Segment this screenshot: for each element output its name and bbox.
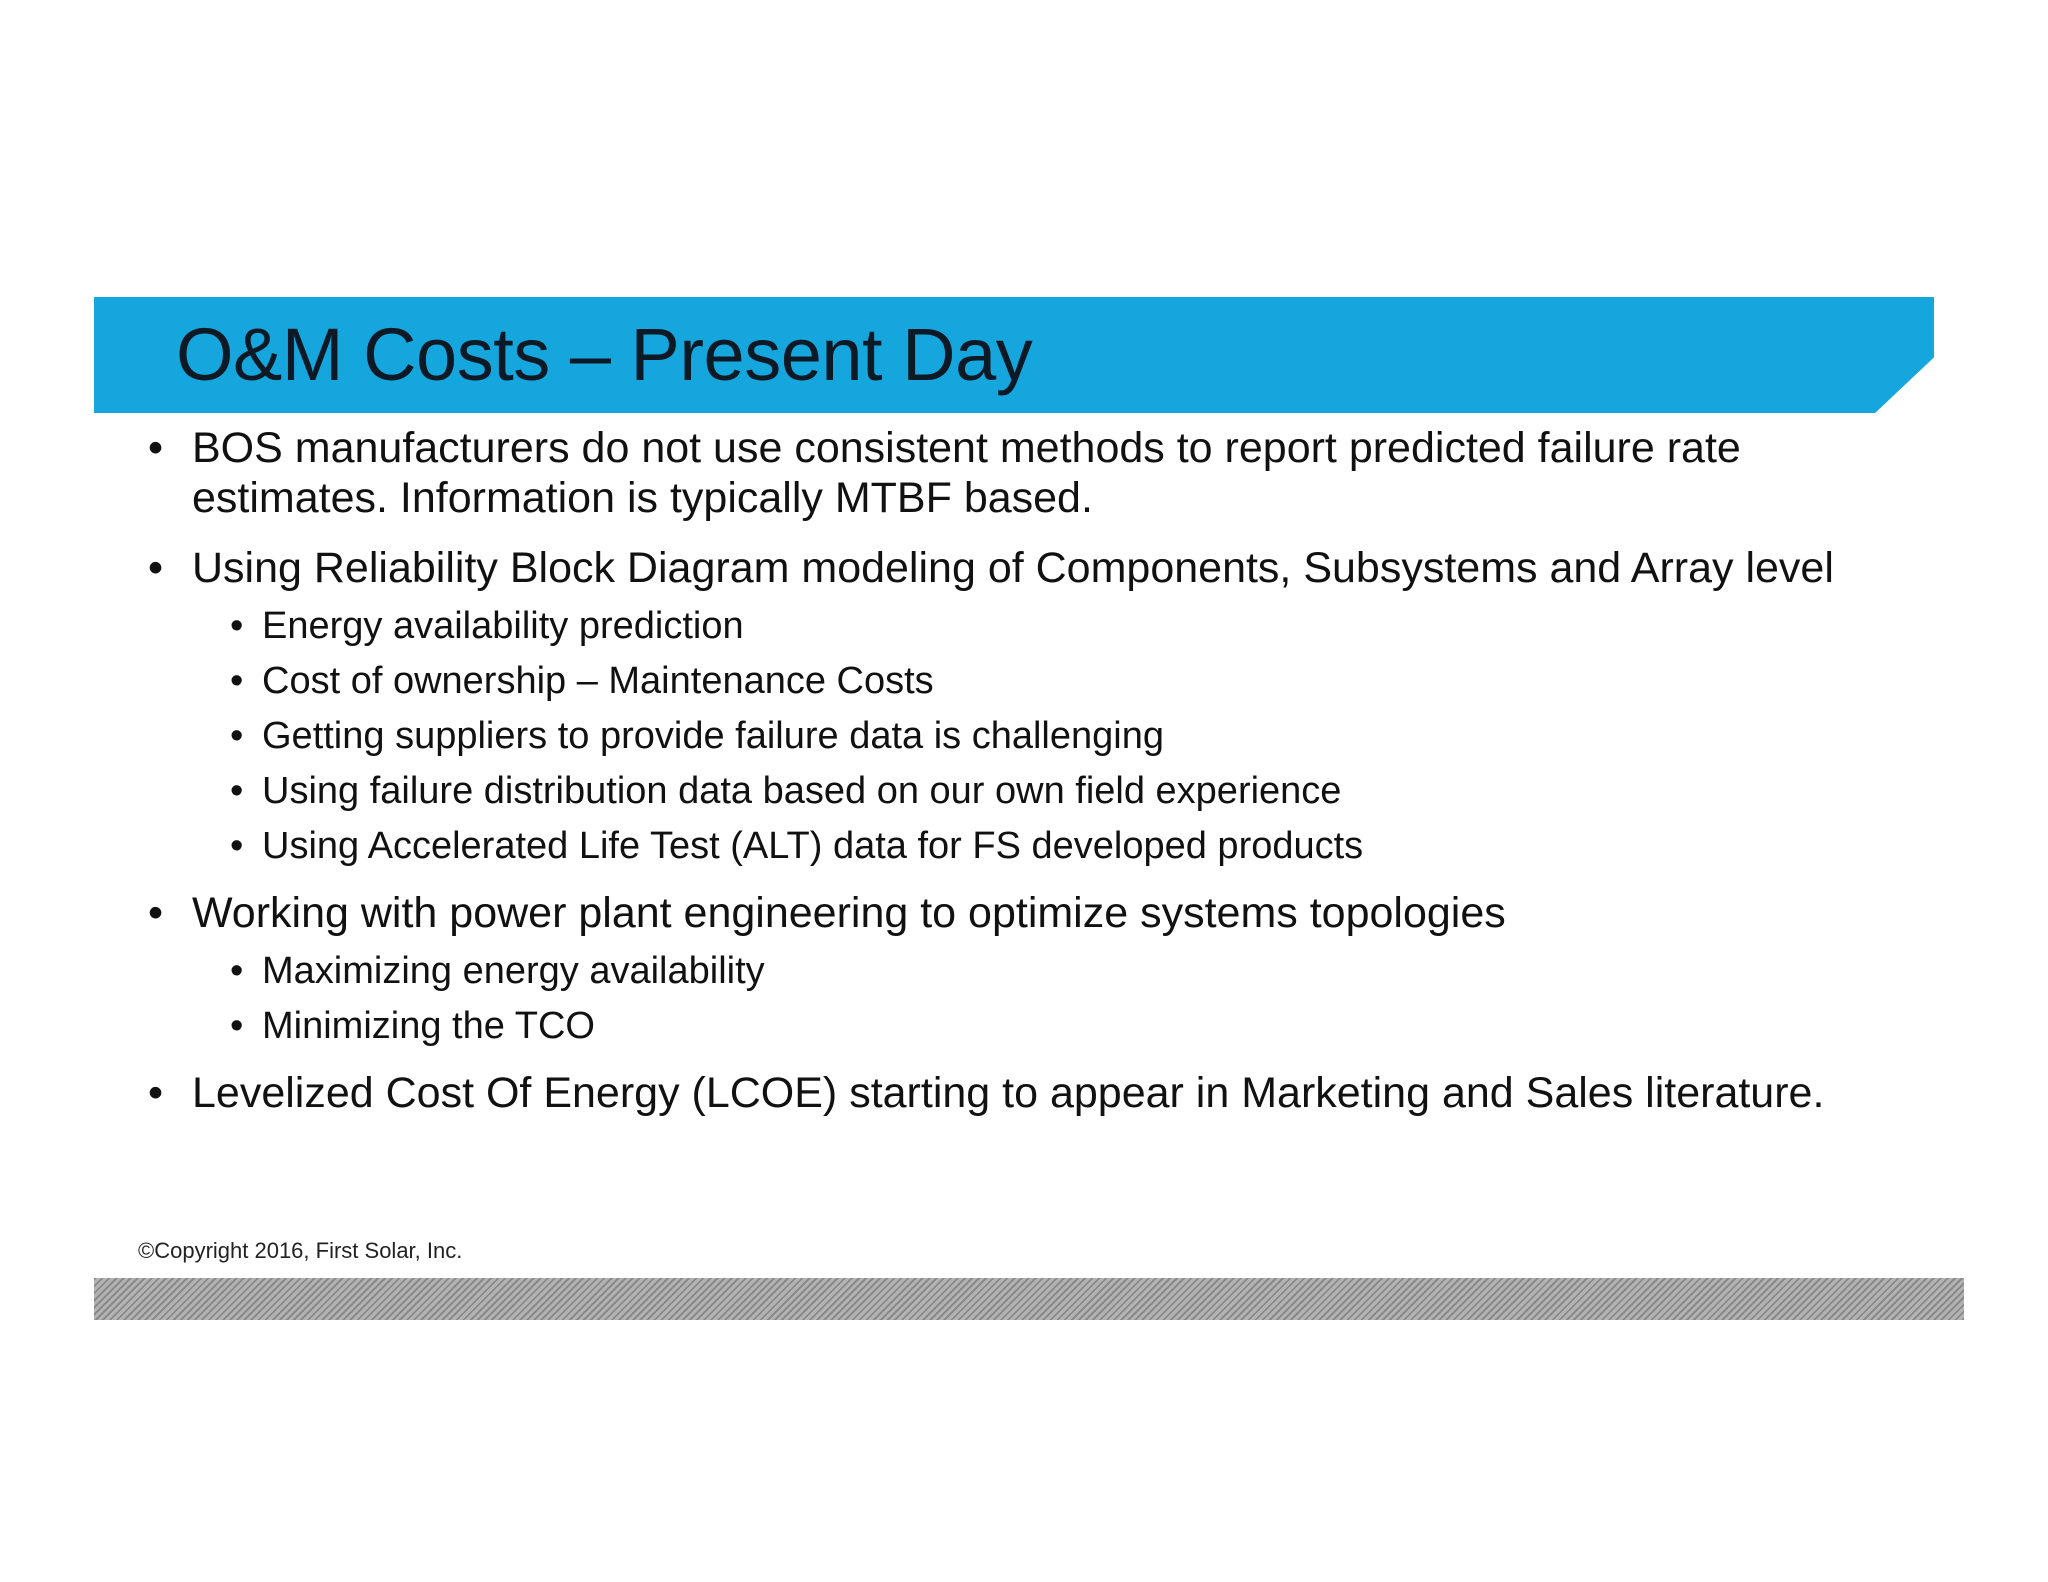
sub-bullet-item — [192, 764, 1908, 819]
sub-bullet-item — [192, 599, 1908, 654]
footer-hatched-bar — [94, 1278, 1964, 1320]
bullet-text: Working with power plant engineering to optimize systems topologies — [192, 889, 1506, 937]
bullet-dot: • — [148, 544, 164, 592]
sub-bullet-list — [192, 599, 1908, 874]
bullet-text: BOS manufacturers do not use consistent methods to report predicted failure rate estimates. Information is typically MTBF based. — [192, 424, 1741, 522]
sub-bullet-dot: • — [230, 605, 244, 647]
sub-bullet-dot: • — [230, 660, 244, 702]
sub-bullet-text: Using Accelerated Life Test (ALT) data for FS developed products — [262, 825, 1364, 867]
sub-bullet-text: Using failure distribution data based on our own field experience — [262, 770, 1342, 812]
sub-bullet-text: Energy availability prediction — [262, 605, 744, 647]
bullet-dot: • — [148, 1069, 164, 1117]
bullet-item — [148, 1068, 1908, 1118]
sub-bullet-item — [192, 944, 1908, 999]
sub-bullet-dot: • — [230, 770, 244, 812]
sub-bullet-list — [192, 944, 1908, 1054]
sub-bullet-item — [192, 654, 1908, 709]
bullet-dot: • — [148, 889, 164, 937]
sub-bullet-dot: • — [230, 715, 244, 757]
sub-bullet-text: Cost of ownership – Maintenance Costs — [262, 660, 934, 702]
sub-bullet-dot: • — [230, 1005, 244, 1047]
bullet-item — [148, 423, 1908, 523]
sub-bullet-text: Minimizing the TCO — [262, 1005, 595, 1047]
sub-bullet-item — [192, 999, 1908, 1054]
slide-title: O&M Costs – Present Day — [176, 313, 1033, 396]
bullet-list — [148, 423, 1908, 1138]
bullet-item — [148, 888, 1908, 1054]
sub-bullet-dot: • — [230, 950, 244, 992]
sub-bullet-text: Maximizing energy availability — [262, 950, 765, 992]
sub-bullet-item — [192, 709, 1908, 764]
bullet-text: Using Reliability Block Diagram modeling of Components, Subsystems and Array level — [192, 544, 1834, 592]
bullet-dot: • — [148, 424, 164, 472]
copyright-notice: ©Copyright 2016, First Solar, Inc. — [138, 1238, 463, 1263]
bullet-item — [148, 543, 1908, 874]
sub-bullet-dot: • — [230, 825, 244, 867]
sub-bullet-text: Getting suppliers to provide failure data is challenging — [262, 715, 1164, 757]
sub-bullet-item — [192, 819, 1908, 874]
bullet-text: Levelized Cost Of Energy (LCOE) starting to appear in Marketing and Sales literature. — [192, 1069, 1825, 1117]
